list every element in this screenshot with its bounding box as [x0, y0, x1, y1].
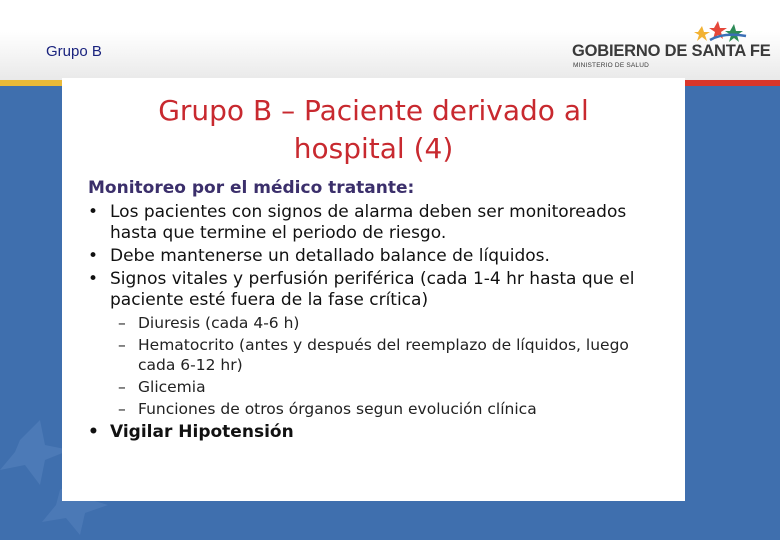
list-item-text: Vigilar Hipotensión	[110, 422, 294, 442]
government-logo	[572, 18, 772, 74]
list-item-text: Signos vitales y perfusión periférica (cada 1-4 hr hasta que el paciente esté fuera de la fase crítica)	[110, 269, 635, 310]
header-band	[0, 0, 780, 80]
list-item-text: Los pacientes con signos de alarma deben ser monitoreados hasta que termine el periodo de riesgo.	[110, 202, 627, 243]
sub-list-item	[88, 313, 668, 333]
header-label: Grupo B	[46, 43, 102, 60]
bullet-mark: •	[88, 422, 99, 442]
dash-mark: –	[118, 336, 126, 354]
accent-bar-right	[685, 80, 780, 86]
dash-mark: –	[118, 400, 126, 418]
title-line-1: Grupo B – Paciente derivado al	[158, 94, 589, 127]
bullet-mark: •	[88, 202, 99, 222]
dash-mark: –	[118, 378, 126, 396]
sub-list-item	[88, 377, 668, 397]
bullet-mark: •	[88, 269, 99, 289]
sub-list-item	[88, 399, 668, 419]
accent-bar-left	[0, 80, 62, 86]
slide-content	[62, 78, 685, 501]
slide-title	[62, 92, 685, 168]
bullet-mark: •	[88, 246, 99, 266]
subheading: Monitoreo por el médico tratante:	[88, 178, 415, 198]
logo-subtext: MINISTERIO DE SALUD	[573, 62, 650, 69]
sub-list-item-text: Diuresis (cada 4-6 h)	[138, 314, 300, 332]
title-line-2: hospital (4)	[293, 132, 454, 165]
sub-list-item	[88, 335, 668, 375]
list-item-emphasis	[88, 422, 668, 443]
bullet-list	[88, 202, 668, 445]
logo-text: GOBIERNO DE SANTA FE	[572, 42, 771, 60]
sub-list-item-text: Glicemia	[138, 378, 206, 396]
sub-list-item-text: Hematocrito (antes y después del reemplazo de líquidos, luego cada 6-12 hr)	[138, 336, 629, 374]
list-item	[88, 202, 668, 244]
list-item-text: Debe mantenerse un detallado balance de líquidos.	[110, 246, 550, 266]
sub-list-item-text: Funciones de otros órganos segun evolución clínica	[138, 400, 537, 418]
list-item	[88, 246, 668, 267]
dash-mark: –	[118, 314, 126, 332]
list-item	[88, 269, 668, 311]
